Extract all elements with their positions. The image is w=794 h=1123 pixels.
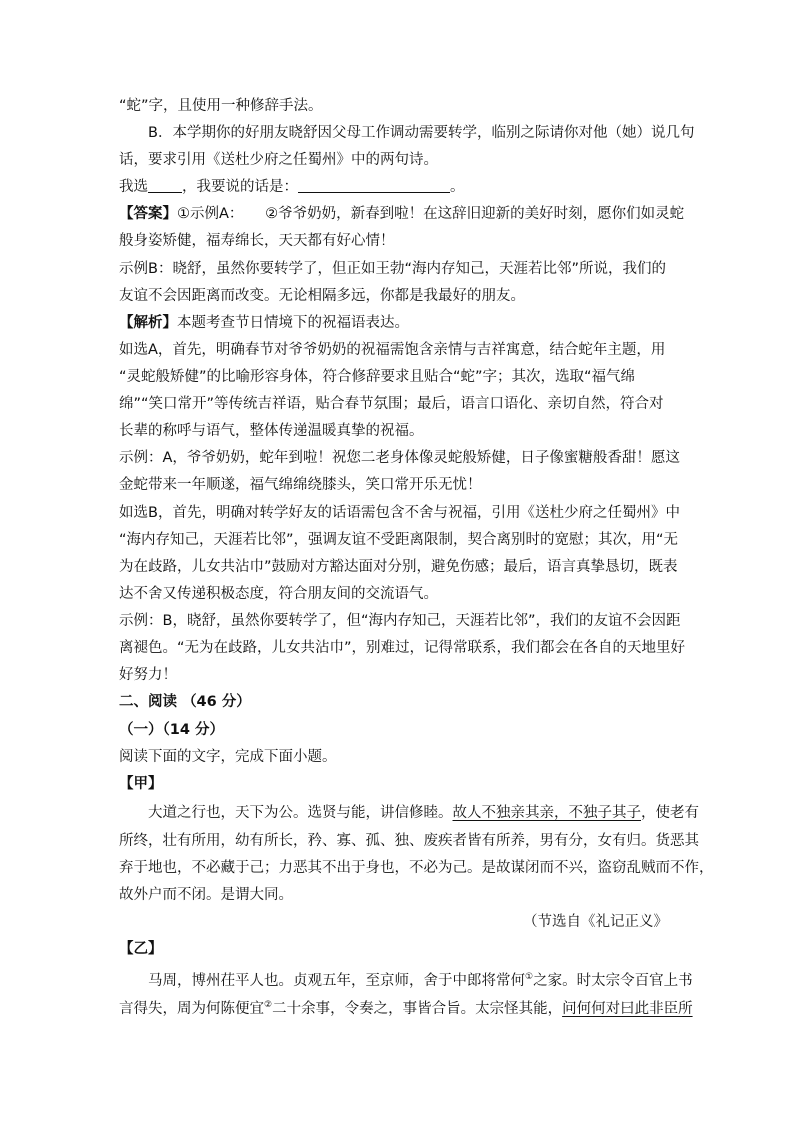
choose-prefix: 我选 [119, 179, 148, 195]
yi-line-1-a: 马周，博州茌平人也。贞观五年，至京师，舍于中郎将常何 [148, 972, 525, 989]
analysis-line-7: 如选B，首先，明确对转学好友的话语需包含不舍与祝福，引用《送杜少府之任蜀州》中 [119, 505, 680, 521]
section-title: 二、阅读 [119, 694, 177, 710]
analysis-line-4: 长辈的称呼与语气，整体传递温暖真挚的祝福。 [119, 423, 424, 439]
answer-line-3: 示例B：晓舒，虽然你要转学了，但正如王勃“海内存知己，天涯若比邻”所说，我们的 [119, 261, 666, 277]
analysis-tag: 【解析】 [119, 315, 177, 331]
analysis-line-5: 示例：A，爷爷奶奶，蛇年到啦！祝您二老身体像灵蛇般矫健，日子像蜜糖般香甜！愿这 [119, 450, 680, 466]
analysis-line-2: “灵蛇般矫健”的比喻形容身体，符合修辞要求且贴合“蛇”字；其次，选取“福气绵 [119, 369, 636, 385]
answer-line-2: 般身姿矫健，福寿绵长，天天都有好心情！ [119, 233, 395, 249]
answer-line-4: 友谊不会因距离而改变。无论相隔多远，你都是我最好的朋友。 [119, 288, 525, 304]
jia-line-2: 所终，壮有所用，幼有所长，矜、寡、孤、独、废疾者皆有所养，男有分，女有归。货恶其 [119, 833, 699, 849]
jia-line-1 [148, 803, 699, 823]
task-b-line-1: B．本学期你的好朋友晓舒因父母工作调动需要转学，临别之际请你对他（她）说几句 [148, 125, 695, 141]
yi-line-2 [119, 995, 693, 1019]
yi-line-1-b: 之家。时太宗令百官上书 [533, 972, 693, 989]
choose-line [119, 177, 465, 197]
analysis-line-9: 为在歧路，儿女共沾巾”鼓励对方豁达面对分别，避免伤感；最后，语言真挚恳切，既表 [119, 559, 678, 575]
yi-line-2-b: 二十余事，令奏之，事皆合旨。太宗怪其能， [272, 1000, 563, 1017]
yi-line-1 [148, 967, 693, 991]
answer-tag: 【答案】 [119, 206, 177, 222]
analysis-line-8: “海内存知己，天涯若比邻”，强调友谊不受距离限制，契合离别时的宽慰；其次，用“无 [119, 532, 679, 548]
choice-blank[interactable] [148, 178, 182, 193]
section-score: （46 分） [182, 694, 251, 710]
jia-line-1-post: ，使老有 [641, 805, 699, 821]
section-heading [119, 692, 251, 712]
analysis-line-12: 离褪色。“无为在歧路，儿女共沾巾”，别难过，记得常联系，我们都会在各自的天地里好 [119, 640, 686, 656]
task-b-line-2: 话，要求引用《送杜少府之任蜀州》中的两句诗。 [119, 152, 438, 168]
answer-blank[interactable] [298, 178, 450, 193]
analysis-lead: 本题考查节日情境下的祝福语表达。 [177, 315, 409, 331]
task-a-tail: “蛇”字，且使用一种修辞手法。 [119, 98, 323, 114]
passage-jia-tag: 【甲】 [119, 776, 163, 792]
yi-line-2-a: 言得失，周为何陈便宜 [119, 1000, 264, 1017]
choose-end: 。 [450, 179, 465, 195]
passage-yi-tag: 【乙】 [119, 941, 163, 957]
jia-line-3: 弃于地也，不必藏于己；力恶其不出于身也，不必为己。是故谋闭而不兴，盗窃乱贼而不作， [119, 860, 714, 876]
analysis-line-11: 示例：B，晓舒，虽然你要转学了，但“海内存知己，天涯若比邻”，我们的友谊不会因距 [119, 613, 681, 629]
analysis-line-3: 绵”“笑口常开”等传统吉祥语，贴合春节氛围；最后，语言口语化、亲切自然，符合对 [119, 396, 664, 412]
yi-underlined-phrase: 问何何对曰此非臣所 [562, 1000, 693, 1017]
jia-underlined-phrase: 故人不独亲其亲，不独子其子 [452, 805, 641, 821]
jia-line-1-pre: 大道之行也，天下为公。选贤与能，讲信修睦。 [148, 805, 453, 821]
analysis-line-13: 好努力！ [119, 667, 177, 683]
choose-middle: ，我要说的话是： [182, 179, 298, 195]
jia-line-4: 故外户而不闭。是谓大同。 [119, 887, 293, 903]
footnote-mark-2: ② [264, 1000, 273, 1010]
footnote-mark-1: ① [525, 972, 534, 982]
analysis-line-0 [119, 313, 409, 333]
answer-line-1 [119, 204, 684, 224]
analysis-line-1: 如选A，首先，明确春节对爷爷奶奶的祝福需饱含亲情与吉祥寓意，结合蛇年主题，用 [119, 342, 666, 358]
answer-a-text-1: ①示例A： ②爷爷奶奶，新春到啦！在这辞旧迎新的美好时刻，愿你们如灵蛇 [177, 206, 685, 222]
jia-source: （节选自《礼记正义》 [523, 914, 668, 930]
part-heading: （一）（14 分） [119, 722, 224, 738]
instruction: 阅读下面的文字，完成下面小题。 [119, 749, 337, 765]
analysis-line-10: 达不舍又传递积极态度，符合朋友间的交流语气。 [119, 586, 438, 602]
analysis-line-6: 金蛇带来一年顺遂，福气绵绵绕膝头，笑口常开乐无忧！ [119, 477, 482, 493]
